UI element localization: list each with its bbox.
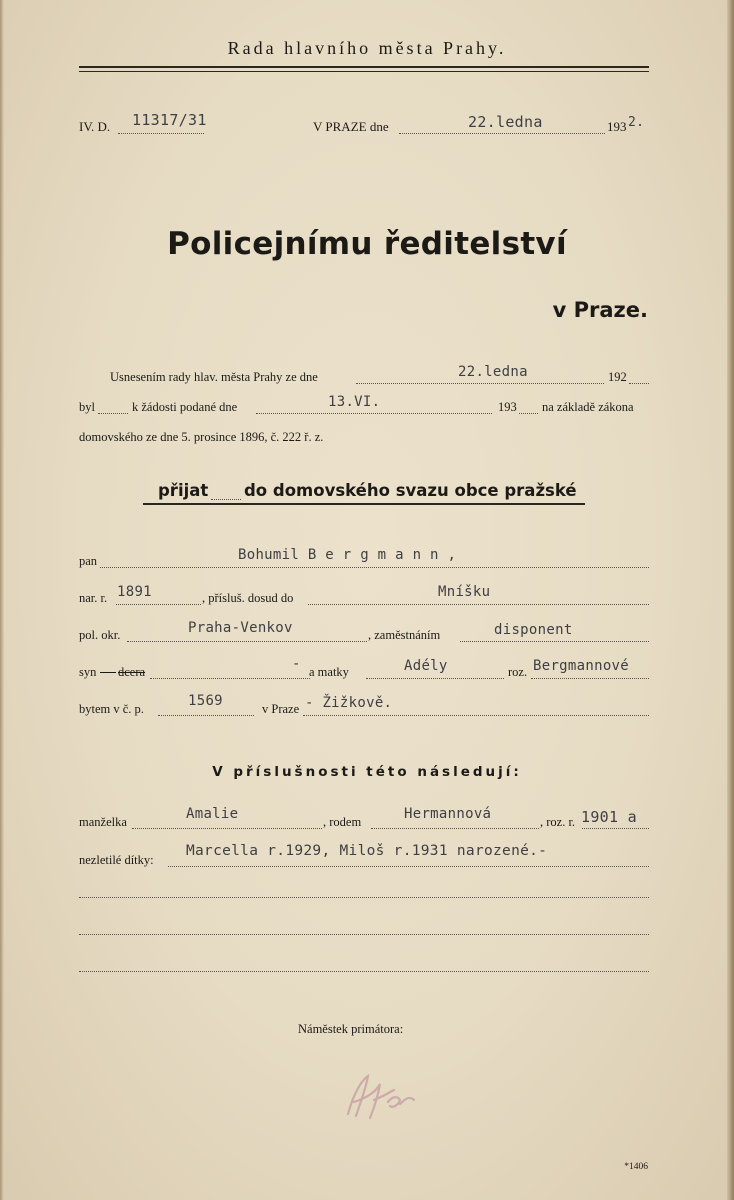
ref-label: IV. D. bbox=[79, 119, 111, 134]
mother-maiden-line bbox=[531, 678, 649, 679]
roz-label: roz. bbox=[508, 665, 528, 679]
ref-year-suffix: 2. bbox=[628, 115, 645, 130]
children-label: nezletilé dítky: bbox=[79, 853, 154, 867]
law-reference: domovského ze dne 5. prosince 1896, č. 222 ř. z. bbox=[79, 430, 324, 444]
children-line bbox=[168, 866, 649, 867]
application-date: 13.VI. bbox=[328, 394, 381, 410]
application-year: 193 bbox=[498, 400, 517, 414]
born-line bbox=[116, 604, 201, 605]
wife-born-label: , roz. r. bbox=[540, 815, 576, 829]
place-date-label: V PRAZE dne bbox=[313, 119, 389, 134]
matky-label: a matky bbox=[309, 665, 349, 679]
blank-line-1 bbox=[79, 897, 649, 898]
person-okr: Praha-Venkov bbox=[188, 620, 293, 636]
praze-label: v Praze bbox=[262, 702, 300, 716]
ref-date: 22.ledna bbox=[468, 113, 543, 131]
ref-date-line bbox=[399, 133, 605, 134]
person-name: Bohumil B e r g m a n n , bbox=[238, 547, 457, 563]
job-label: , zaměstnáním bbox=[368, 628, 441, 642]
pan-label: pan bbox=[79, 554, 98, 568]
decision-line bbox=[211, 499, 241, 500]
person-born: 1891 bbox=[117, 584, 152, 600]
family-heading: V příslušnosti této následují: bbox=[212, 764, 522, 780]
page-edge-right bbox=[727, 0, 734, 1200]
byl-label: byl bbox=[79, 400, 95, 414]
form-number: *1406 bbox=[624, 1162, 648, 1172]
children: Marcella r.1929, Miloš r.1931 narozené.- bbox=[186, 843, 548, 859]
handwritten-signature bbox=[340, 1062, 420, 1124]
wife-born: 1901 a bbox=[581, 808, 637, 826]
person-job: disponent bbox=[494, 622, 573, 638]
blank-line-3 bbox=[79, 971, 649, 972]
resolution-date-line bbox=[356, 383, 604, 384]
person-mother-maiden: Bergmannové bbox=[533, 658, 630, 674]
decision-text: do domovského svazu obce pražské bbox=[244, 481, 577, 500]
resolution-year: 192 bbox=[608, 370, 627, 384]
syn-dash bbox=[100, 672, 116, 673]
ref-number-line bbox=[118, 133, 204, 134]
wife-label: manželka bbox=[79, 815, 127, 829]
person-house-no: 1569 bbox=[188, 693, 223, 709]
person-mother: Adély bbox=[404, 658, 448, 674]
father-dash: - bbox=[292, 656, 301, 672]
name-line bbox=[100, 567, 649, 568]
mother-line bbox=[366, 678, 504, 679]
person-prislus: Mníšku bbox=[438, 584, 491, 600]
born-label: nar. r. bbox=[79, 591, 108, 605]
signature-label: Náměstek primátora: bbox=[298, 1022, 404, 1036]
wife-maiden: Hermannová bbox=[404, 806, 492, 822]
prislus-label: , přísluš. dosud do bbox=[202, 591, 294, 605]
prislus-line bbox=[308, 604, 649, 605]
decision-underline bbox=[143, 503, 585, 505]
wife-born-line bbox=[582, 828, 649, 829]
ref-number: 11317/31 bbox=[132, 111, 207, 129]
district-line bbox=[303, 715, 649, 716]
syn-label: syn bbox=[79, 665, 97, 679]
bytem-label: bytem v č. p. bbox=[79, 702, 144, 716]
person-district: - Žižkově. bbox=[305, 695, 393, 711]
wife-maiden-line bbox=[371, 828, 539, 829]
house-line bbox=[158, 715, 254, 716]
addressee-city: v Praze. bbox=[552, 298, 648, 322]
wife-line bbox=[132, 828, 322, 829]
application-label: k žádosti podané dne bbox=[132, 400, 238, 414]
wife-name: Amalie bbox=[186, 806, 239, 822]
okr-label: pol. okr. bbox=[79, 628, 121, 642]
addressee-title: Policejnímu ředitelství bbox=[167, 226, 567, 262]
dcera-label-struck: dcera bbox=[118, 665, 146, 679]
rodem-label: , rodem bbox=[323, 815, 362, 829]
ref-year-prefix: 193 bbox=[607, 119, 627, 134]
council-header: Rada hlavního města Prahy. bbox=[227, 38, 507, 58]
decision-word: přijat bbox=[158, 481, 209, 500]
page-edge-left bbox=[0, 0, 4, 1200]
job-line bbox=[460, 641, 649, 642]
resolution-date: 22.ledna bbox=[458, 364, 528, 380]
byl-line bbox=[98, 413, 128, 414]
header-rule-bottom bbox=[79, 71, 649, 72]
application-date-line bbox=[256, 413, 492, 414]
header-rule-top bbox=[79, 66, 649, 68]
okr-line bbox=[127, 641, 367, 642]
father-line bbox=[150, 678, 310, 679]
blank-line-2 bbox=[79, 934, 649, 935]
resolution-year-line bbox=[629, 383, 649, 384]
resolution-line1-label: Usnesením rady hlav. města Prahy ze dne bbox=[110, 370, 318, 384]
application-year-line bbox=[519, 413, 538, 414]
law-basis: na základě zákona bbox=[542, 400, 634, 414]
